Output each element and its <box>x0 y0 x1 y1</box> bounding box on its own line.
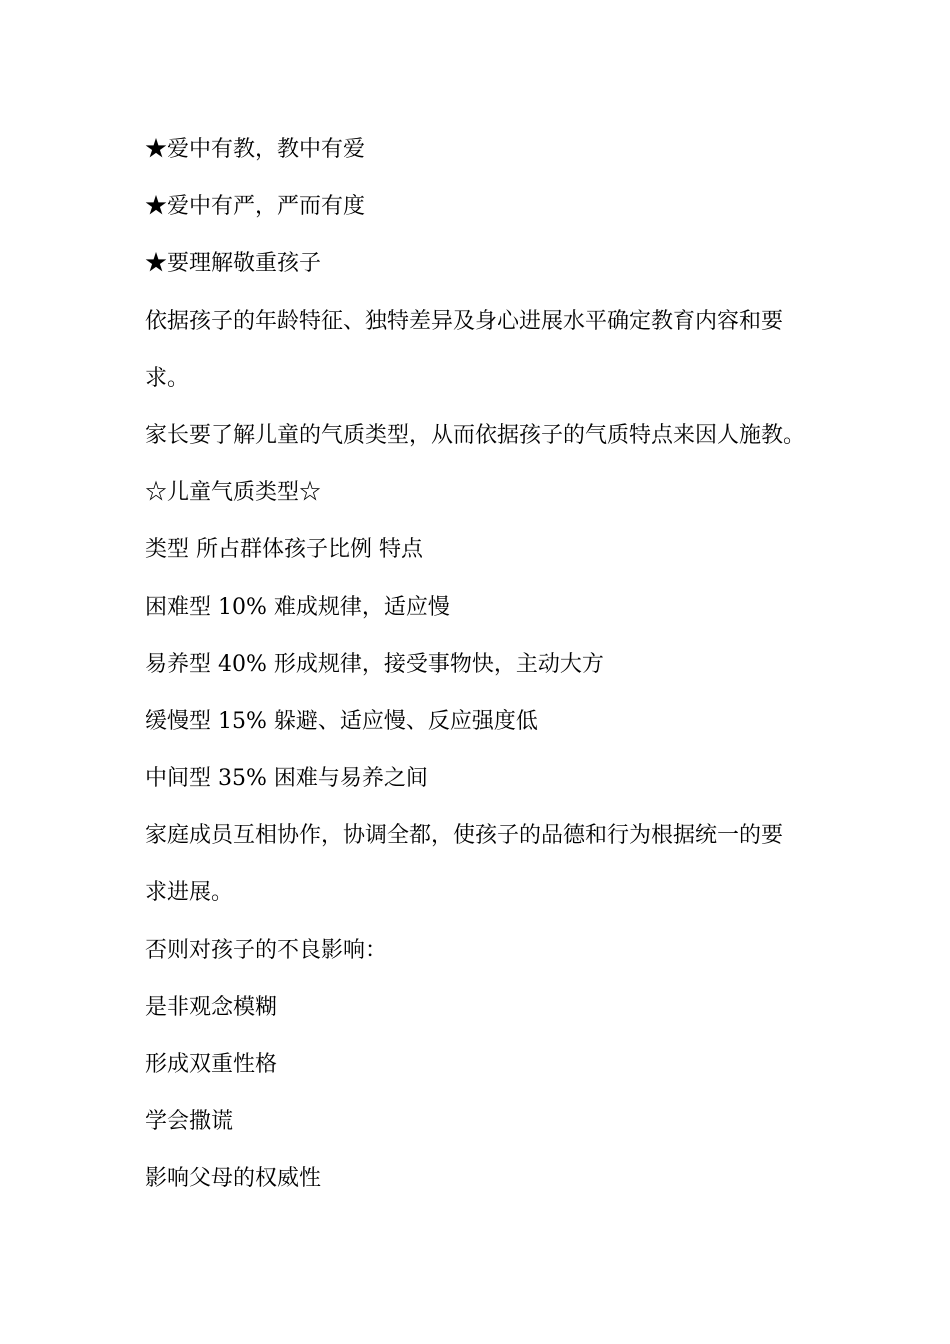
effect-item-lying: 学会撒谎 <box>145 1109 234 1135</box>
effect-item-confused-values: 是非观念模糊 <box>145 994 278 1020</box>
principle-love-and-teach: ★爱中有教，教中有爱 <box>145 137 366 162</box>
temperament-row-easy: 易养型 40% 形成规律，接受事物快，主动大方 <box>145 651 604 677</box>
paragraph-education-content-cont: 求。 <box>145 365 190 391</box>
paragraph-temperament: 家长要了解儿童的气质类型，从而依据孩子的气质特点来因人施教。 <box>145 422 806 448</box>
temperament-row-difficult: 困难型 10% 难成规律，适应慢 <box>145 594 450 620</box>
paragraph-education-content: 依据孩子的年龄特征、独特差异及身心进展水平确定教育内容和要 <box>145 308 784 334</box>
temperament-row-slow: 缓慢型 15% 躲避、适应慢、反应强度低 <box>145 708 538 734</box>
principle-respect-child: ★要理解敬重孩子 <box>145 251 322 277</box>
document-page <box>145 121 845 1208</box>
effect-item-parent-authority: 影响父母的权威性 <box>145 1166 322 1192</box>
paragraph-family-cooperation-cont: 求进展。 <box>145 880 234 906</box>
section-heading-temperament-types: ☆儿童气质类型☆ <box>145 480 322 506</box>
effect-item-dual-personality: 形成双重性格 <box>145 1052 278 1077</box>
principle-love-and-strict: ★爱中有严，严而有度 <box>145 194 366 220</box>
negative-effects-heading: 否则对孩子的不良影响： <box>145 937 388 963</box>
paragraph-family-cooperation: 家庭成员互相协作，协调全都，使孩子的品德和行为根据统一的要 <box>145 823 784 849</box>
temperament-table-header: 类型 所占群体孩子比例 特点 <box>145 537 423 563</box>
temperament-row-middle: 中间型 35% 困难与易养之间 <box>145 766 428 792</box>
